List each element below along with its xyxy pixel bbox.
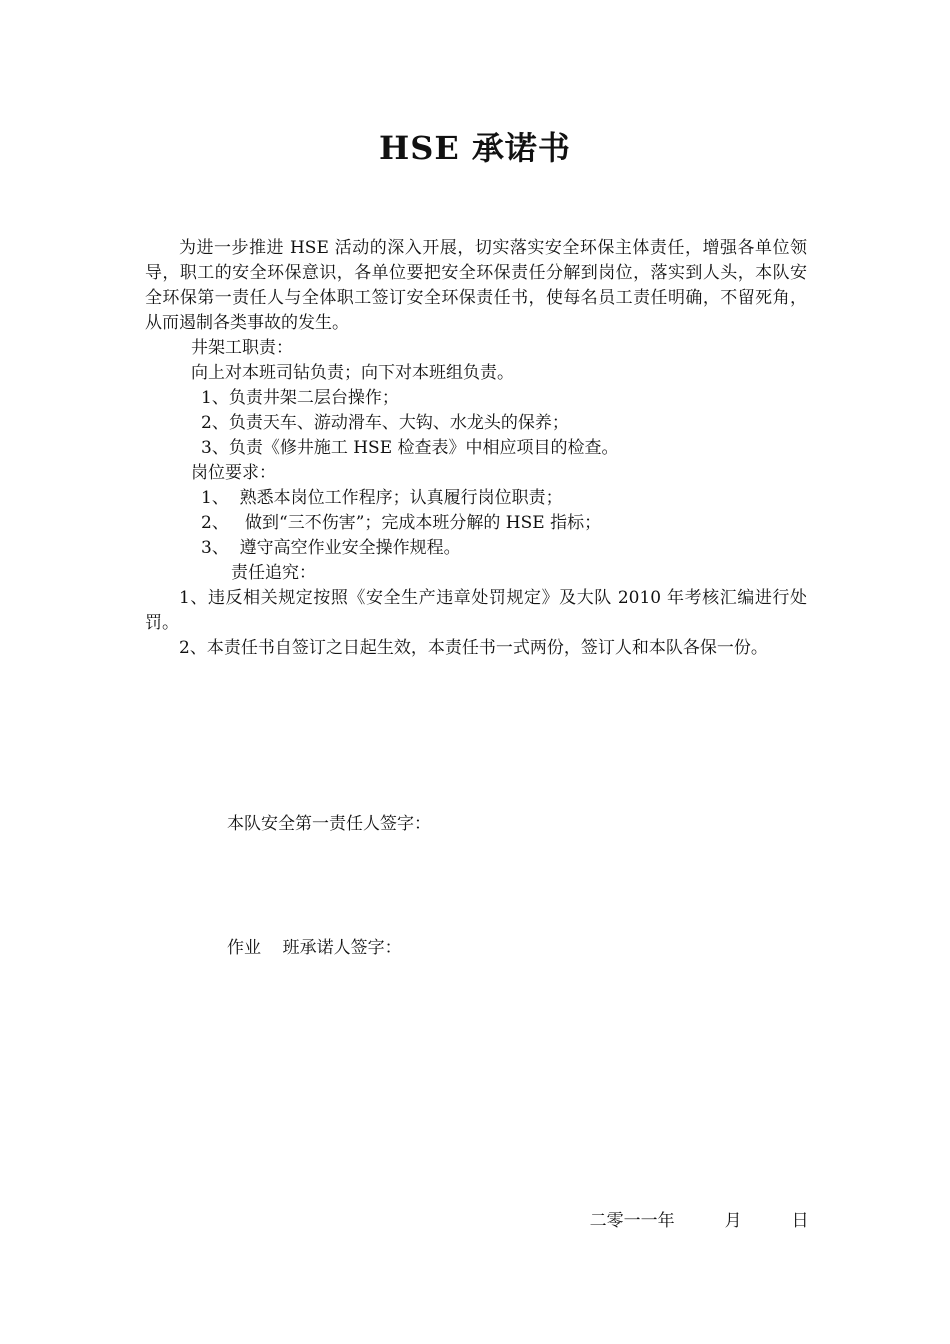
duty-item: 1、负责井架二层台操作； — [201, 388, 399, 408]
duties-summary: 向上对本班司钻负责；向下对本班组负责。 — [191, 363, 514, 383]
date-year: 二零一一年 — [589, 1211, 675, 1231]
accountability-item: 2、本责任书自签订之日起生效，本责任书一式两份，签订人和本队各保一份。 — [179, 638, 768, 658]
crew-signature-label: 作业 班承诺人签字： — [227, 938, 402, 958]
requirement-item: 3、 遵守高空作业安全操作规程。 — [201, 538, 461, 558]
requirement-item: 1、 熟悉本岗位工作程序；认真履行岗位职责； — [201, 488, 563, 508]
duty-item: 3、负责《修井施工 HSE 检查表》中相应项目的检查。 — [201, 438, 619, 458]
duty-item: 2、负责天车、游动滑车、大钩、水龙头的保养； — [201, 413, 569, 433]
requirement-item: 2、 做到“三不伤害”；完成本班分解的 HSE 指标； — [201, 513, 602, 533]
intro-paragraph: 为进一步推进 HSE 活动的深入开展，切实落实安全环保主体责任，增强各单位领导，职工的安全环保意识，各单位要把安全环保责任分解到岗位，落实到人头，本队安全环保第一责任人与全体职工签订安全环保责任书，使每名员工责任明确，不留死角，从而遏制各类事故的发生。 — [145, 238, 807, 333]
document-title: HSE 承诺书 — [379, 129, 571, 167]
date-day: 日 — [791, 1211, 809, 1231]
signing-date — [568, 1184, 809, 1259]
document-body — [145, 236, 807, 661]
requirements-heading: 岗位要求： — [191, 463, 276, 483]
accountability-item: 1、违反相关规定按照《安全生产违章处罚规定》及大队 2010 年考核汇编进行处罚。 — [145, 588, 807, 633]
leader-signature-label: 本队安全第一责任人签字： — [227, 814, 431, 834]
accountability-heading: 责任追究： — [231, 563, 316, 583]
duties-heading: 井架工职责： — [191, 338, 293, 358]
date-month: 月 — [724, 1211, 742, 1231]
